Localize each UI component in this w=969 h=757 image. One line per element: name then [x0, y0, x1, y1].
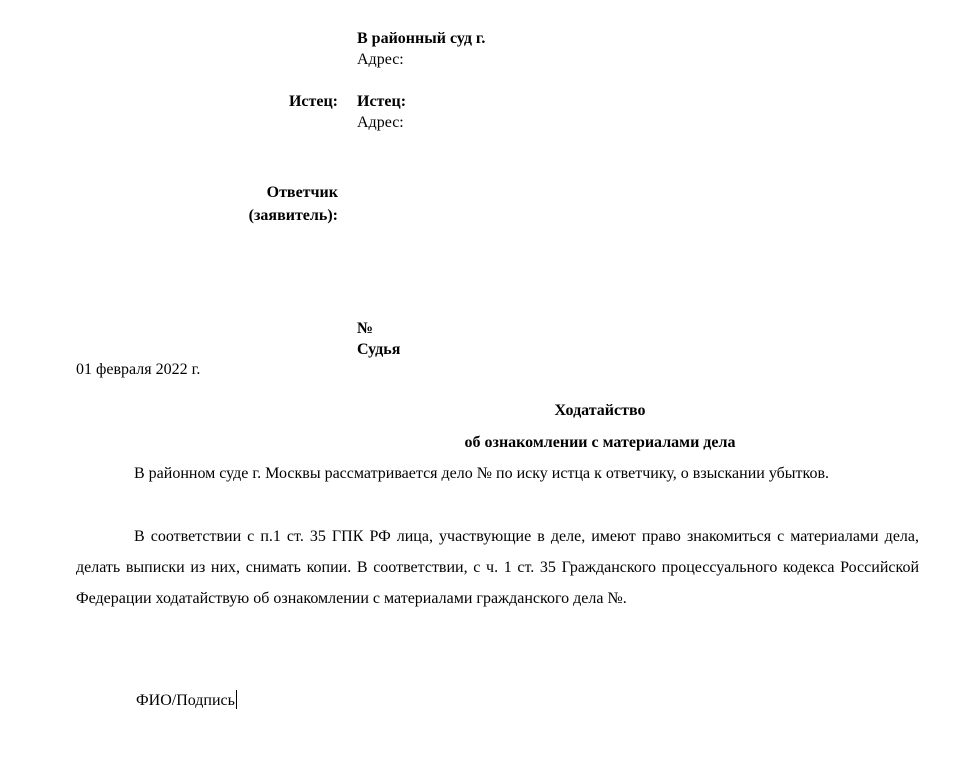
defendant-label-line2: (заявитель): — [248, 207, 338, 224]
defendant-label-line1: Ответчик — [266, 184, 338, 201]
judge-label: Судья — [357, 341, 401, 358]
plaintiff-label: Истец: — [288, 93, 338, 110]
document-date: 01 февраля 2022 г. — [76, 361, 201, 378]
plaintiff-name-label: Истец: — [357, 93, 407, 110]
plaintiff-address-label: Адрес: — [357, 114, 404, 131]
document-subtitle: об ознакомлении с материалами дела — [464, 434, 736, 451]
court-address-label: Адрес: — [357, 51, 404, 68]
court-name: В районный суд г. — [357, 30, 486, 47]
document-title: Ходатайство — [554, 402, 646, 419]
body-paragraph-1: В районном суде г. Москвы рассматривается дело № по иску истца к ответчику, о взыскании убытков. — [134, 465, 830, 482]
text-cursor — [236, 690, 237, 709]
signature-line[interactable] — [136, 690, 237, 711]
case-number-label: № — [357, 320, 374, 337]
body-paragraph-2: В соответствии с п.1 ст. 35 ГПК РФ лица, участвующие в деле, имеют право знакомиться с материалами дела, делать выписки из них, снимать копии. В соответствии, с ч. 1 ст. 35 Гражданского процессуального кодекса Российской Федерации ходатайствую об ознакомлении с материалами гражданского дела №. — [76, 528, 919, 607]
signature-text: ФИО/Подпись — [136, 692, 235, 709]
